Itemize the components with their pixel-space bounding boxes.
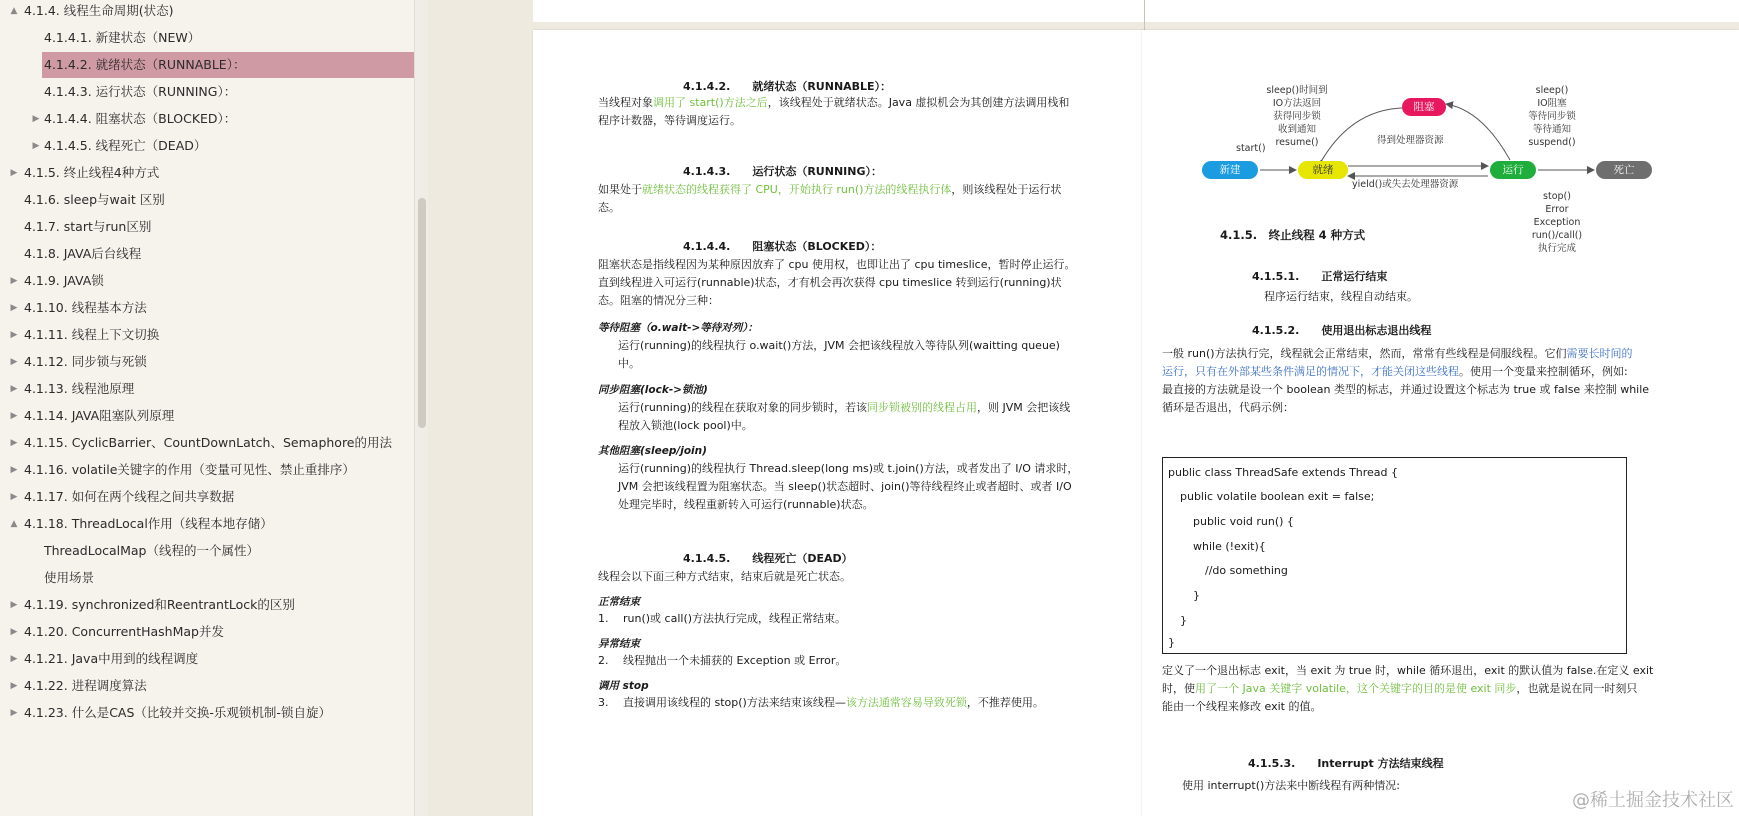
toc-item[interactable] bbox=[32, 133, 414, 159]
toc-item-label: 4.1.22. 进程调度算法 bbox=[24, 678, 147, 693]
state-dead: 死亡 bbox=[1596, 161, 1652, 179]
paragraph-line: 如果处于就绪状态的线程获得了 CPU，开始执行 run()方法的线程执行体，则该线程处于运行状 bbox=[598, 183, 1062, 196]
subheading-wait-block: 等待阻塞（o.wait->等待对列）： bbox=[598, 322, 759, 334]
expand-arrow-icon[interactable]: ▶ bbox=[10, 168, 18, 178]
list-item: 1. run()或 call()方法执行完成，线程正常结束。 bbox=[598, 612, 847, 625]
heading-exit-flag: 4.1.5.2. 使用退出标志退出线程 bbox=[1252, 324, 1432, 337]
toc-item[interactable] bbox=[0, 673, 414, 699]
toc-item[interactable] bbox=[0, 403, 414, 429]
paragraph-line: 运行，只有在外部某些条件满足的情况下，才能关闭这些线程。使用一个变量来控制循环，例如: bbox=[1162, 365, 1628, 378]
paragraph-line: 定义了一个退出标志 exit，当 exit 为 true 时，while 循环退出，exit 的默认值为 false.在定义 exit bbox=[1162, 664, 1654, 677]
toc-item[interactable] bbox=[0, 619, 414, 645]
toc-item-label: 4.1.6. sleep与wait 区别 bbox=[24, 192, 165, 207]
toc-item[interactable] bbox=[0, 214, 414, 240]
toc-item[interactable] bbox=[0, 349, 414, 375]
toc-item-label: ThreadLocalMap（线程的一个属性） bbox=[44, 543, 259, 558]
toc-item-label: 4.1.4.5. 线程死亡（DEAD） bbox=[44, 138, 207, 153]
subheading-exception-end: 异常结束 bbox=[598, 638, 640, 650]
paragraph-line: 态。 bbox=[598, 201, 620, 214]
paragraph-line: 中。 bbox=[618, 357, 640, 370]
code-line: while (!exit){ bbox=[1193, 540, 1266, 553]
paragraph-line: 使用 interrupt()方法来中断线程有两种情况: bbox=[1182, 779, 1401, 792]
collapse-arrow-icon[interactable]: ▲ bbox=[10, 519, 18, 529]
toc-item-label: 4.1.19. synchronized和ReentrantLock的区别 bbox=[24, 597, 295, 612]
code-line: //do something bbox=[1205, 564, 1288, 577]
code-example bbox=[1162, 457, 1627, 654]
toc-item-label: 4.1.20. ConcurrentHashMap并发 bbox=[24, 624, 224, 639]
watermark: @稀土掘金技术社区 bbox=[1572, 790, 1734, 811]
diagram-note-cpu: 得到处理器资源 bbox=[1377, 135, 1444, 146]
expand-arrow-icon[interactable]: ▶ bbox=[10, 627, 18, 637]
toc-item[interactable] bbox=[0, 160, 414, 186]
expand-arrow-icon[interactable]: ▶ bbox=[10, 384, 18, 394]
toc-item[interactable] bbox=[0, 376, 414, 402]
code-line: public void run() { bbox=[1193, 515, 1294, 528]
expand-arrow-icon[interactable]: ▶ bbox=[10, 600, 18, 610]
toc-item-label: 4.1.4. 线程生命周期(状态) bbox=[24, 3, 174, 18]
expand-arrow-icon[interactable]: ▶ bbox=[10, 276, 18, 286]
toc-item[interactable] bbox=[0, 0, 414, 24]
code-line: public class ThreadSafe extends Thread { bbox=[1168, 466, 1399, 479]
toc-item[interactable] bbox=[0, 322, 414, 348]
toc-item[interactable] bbox=[0, 700, 414, 726]
heading-interrupt: 4.1.5.3. Interrupt 方法结束线程 bbox=[1248, 757, 1444, 770]
toc-item[interactable] bbox=[0, 430, 414, 456]
toc-item-label: 4.1.4.1. 新建状态（NEW） bbox=[44, 30, 201, 45]
paragraph-line: 处理完毕时，线程重新转入可运行(runnable)状态。 bbox=[618, 498, 874, 511]
expand-arrow-icon[interactable]: ▶ bbox=[10, 357, 18, 367]
toc-item[interactable] bbox=[42, 79, 414, 105]
previous-page-bottom-left bbox=[533, 0, 1145, 22]
code-line: } bbox=[1193, 589, 1200, 602]
previous-page-bottom-right bbox=[1142, 0, 1739, 22]
toc-item[interactable] bbox=[32, 106, 414, 132]
toc-item-label: 4.1.15. CyclicBarrier、CountDownLatch、Semaphore的用法 bbox=[24, 435, 392, 450]
toc-item-label: 4.1.8. JAVA后台线程 bbox=[24, 246, 142, 261]
toc-item[interactable] bbox=[0, 511, 414, 537]
expand-arrow-icon[interactable]: ▶ bbox=[10, 465, 18, 475]
expand-arrow-icon[interactable]: ▶ bbox=[10, 411, 18, 421]
toc-item-label: 4.1.23. 什么是CAS（比较并交换-乐观锁机制-锁自旋） bbox=[24, 705, 331, 720]
paragraph-line: 一般 run()方法执行完，线程就会正常结束，然而，常常有些线程是伺服线程。它们需要长时间的 bbox=[1162, 347, 1633, 360]
expand-arrow-icon[interactable]: ▶ bbox=[10, 492, 18, 502]
diagram-note-stop: stop() Error Exception run()/call() 执行完成 bbox=[1531, 191, 1583, 254]
paragraph-line: 线程会以下面三种方式结束，结束后就是死亡状态。 bbox=[598, 570, 851, 583]
state-new: 新建 bbox=[1202, 161, 1258, 179]
toc-item[interactable] bbox=[0, 592, 414, 618]
subheading-normal-end: 正常结束 bbox=[598, 596, 640, 608]
collapse-arrow-icon[interactable]: ▲ bbox=[10, 6, 18, 16]
expand-arrow-icon[interactable]: ▶ bbox=[10, 654, 18, 664]
paragraph-line: 程放入锁池(lock pool)中。 bbox=[618, 419, 753, 432]
diagram-note-unblock: sleep()时间到 IO方法返回 获得同步锁 收到通知 resume() bbox=[1266, 85, 1328, 148]
toc-item[interactable] bbox=[0, 268, 414, 294]
code-line: } bbox=[1168, 636, 1175, 649]
toc-item-label: 4.1.9. JAVA锁 bbox=[24, 273, 104, 288]
thread-state-diagram bbox=[1202, 80, 1722, 280]
expand-arrow-icon[interactable]: ▶ bbox=[32, 114, 40, 124]
scrollbar-thumb[interactable] bbox=[418, 198, 426, 428]
toc-sidebar bbox=[0, 0, 414, 816]
heading-runnable: 4.1.4.2. 就绪状态（RUNNABLE）： bbox=[683, 80, 892, 93]
expand-arrow-icon[interactable]: ▶ bbox=[10, 438, 18, 448]
toc-item[interactable] bbox=[0, 484, 414, 510]
diagram-note-yield: yield()或失去处理器资源 bbox=[1352, 179, 1459, 190]
expand-arrow-icon[interactable]: ▶ bbox=[32, 141, 40, 151]
paragraph-line: 能由一个线程来修改 exit 的值。 bbox=[1162, 700, 1322, 713]
toc-item[interactable] bbox=[42, 52, 414, 78]
code-line: } bbox=[1180, 614, 1187, 627]
paragraph-line: 程序运行结束，线程自动结束。 bbox=[1264, 290, 1418, 303]
state-running: 运行 bbox=[1490, 161, 1536, 179]
toc-item-label: 4.1.10. 线程基本方法 bbox=[24, 300, 147, 315]
paragraph-line: 态。阻塞的情况分三种： bbox=[598, 294, 719, 307]
toc-item-label: 4.1.4.3. 运行状态（RUNNING）： bbox=[44, 84, 237, 99]
toc-item-label: 4.1.4.4. 阻塞状态（BLOCKED）： bbox=[44, 111, 237, 126]
toc-item-label: 4.1.11. 线程上下文切换 bbox=[24, 327, 160, 342]
toc-item-label: 4.1.16. volatile关键字的作用（变量可见性、禁止重排序） bbox=[24, 462, 355, 477]
paragraph-line: JVM 会把该线程置为阻塞状态。当 sleep()状态超时、join()等待线程终止或者超时、或者 I/O bbox=[618, 480, 1072, 493]
paragraph-line: 程序计数器，等待调度运行。 bbox=[598, 114, 741, 127]
diagram-note-block: sleep() IO阻塞 等待同步锁 等待通知 suspend() bbox=[1528, 85, 1576, 148]
code-line: public volatile boolean exit = false; bbox=[1180, 490, 1375, 503]
toc-item-label: 使用场景 bbox=[44, 570, 95, 585]
paragraph-line: 运行(running)的线程执行 o.wait()方法，JVM 会把该线程放入等待队列(waitting queue) bbox=[618, 339, 1060, 352]
paragraph-line: 运行(running)的线程在获取对象的同步锁时，若该同步锁被别的线程占用，则 JVM 会把该线 bbox=[618, 401, 1071, 414]
toc-item[interactable] bbox=[0, 295, 414, 321]
paragraph-line: 当线程对象调用了 start()方法之后，该线程处于就绪状态。Java 虚拟机会为其创建方法调用栈和 bbox=[598, 96, 1070, 109]
paragraph-line: 阻塞状态是指线程因为某种原因放弃了 cpu 使用权，也即让出了 cpu timeslice，暂时停止运行。 bbox=[598, 258, 1076, 271]
heading-terminate-thread: 4.1.5. 终止线程 4 种方式 bbox=[1220, 228, 1366, 242]
subheading-sync-block: 同步阻塞(lock->锁池) bbox=[598, 384, 708, 396]
expand-arrow-icon[interactable]: ▶ bbox=[10, 708, 18, 718]
toc-item-label: 4.1.12. 同步锁与死锁 bbox=[24, 354, 147, 369]
heading-running: 4.1.4.3. 运行状态（RUNNING）： bbox=[683, 165, 882, 178]
toc-item[interactable] bbox=[0, 241, 414, 267]
toc-item[interactable] bbox=[42, 25, 414, 51]
toc-item-label: 4.1.7. start与run区别 bbox=[24, 219, 152, 234]
toc-item[interactable] bbox=[42, 538, 414, 564]
toc-item-label: 4.1.21. Java中用到的线程调度 bbox=[24, 651, 199, 666]
page-left bbox=[533, 30, 1145, 816]
paragraph-line: 直到线程进入可运行(runnable)状态，才有机会再次获得 cpu timeslice 转到运行(running)状 bbox=[598, 276, 1062, 289]
list-item: 3. 直接调用该线程的 stop()方法来结束该线程—该方法通常容易导致死锁，不推荐使用。 bbox=[598, 696, 1044, 709]
heading-dead: 4.1.4.5. 线程死亡（DEAD） bbox=[683, 552, 853, 565]
expand-arrow-icon[interactable]: ▶ bbox=[10, 681, 18, 691]
paragraph-line: 最直接的方法就是设一个 boolean 类型的标志，并通过设置这个标志为 true 或 false 来控制 while bbox=[1162, 383, 1650, 396]
expand-arrow-icon[interactable]: ▶ bbox=[10, 330, 18, 340]
toc-item-label: 4.1.14. JAVA阻塞队列原理 bbox=[24, 408, 175, 423]
subheading-other-block: 其他阻塞(sleep/join) bbox=[598, 445, 707, 457]
document-viewer[interactable] bbox=[428, 0, 1739, 816]
toc-item-label: 4.1.17. 如何在两个线程之间共享数据 bbox=[24, 489, 235, 504]
heading-blocked: 4.1.4.4. 阻塞状态（BLOCKED）： bbox=[683, 240, 882, 253]
toc-item-label: 4.1.5. 终止线程4种方式 bbox=[24, 165, 160, 180]
page-right bbox=[1142, 30, 1739, 816]
toc-item[interactable] bbox=[0, 457, 414, 483]
paragraph-line: 运行(running)的线程执行 Thread.sleep(long ms)或 t.join()方法，或者发出了 I/O 请求时， bbox=[618, 462, 1079, 475]
paragraph-line: 时，使用了一个 Java 关键字 volatile，这个关键字的目的是使 exit 同步，也就是说在同一时刻只 bbox=[1162, 682, 1638, 695]
expand-arrow-icon[interactable]: ▶ bbox=[10, 303, 18, 313]
toc-item[interactable] bbox=[42, 565, 414, 591]
toc-item[interactable] bbox=[0, 187, 414, 213]
toc-item[interactable] bbox=[0, 646, 414, 672]
toc-item-label: 4.1.13. 线程池原理 bbox=[24, 381, 135, 396]
heading-normal-run-end: 4.1.5.1. 正常运行结束 bbox=[1252, 270, 1388, 283]
subheading-stop: 调用 stop bbox=[598, 680, 649, 692]
diagram-note-start: start() bbox=[1236, 143, 1266, 154]
toc-item-label: 4.1.4.2. 就绪状态（RUNNABLE）： bbox=[44, 57, 246, 72]
list-item: 2. 线程抛出一个未捕获的 Exception 或 Error。 bbox=[598, 654, 847, 667]
state-ready: 就绪 bbox=[1298, 161, 1348, 179]
toc-item-label: 4.1.18. ThreadLocal作用（线程本地存储） bbox=[24, 516, 273, 531]
paragraph-line: 循环是否退出，代码示例： bbox=[1162, 401, 1294, 414]
sidebar-scrollbar[interactable] bbox=[414, 0, 428, 816]
state-blocked: 阻塞 bbox=[1402, 98, 1446, 116]
